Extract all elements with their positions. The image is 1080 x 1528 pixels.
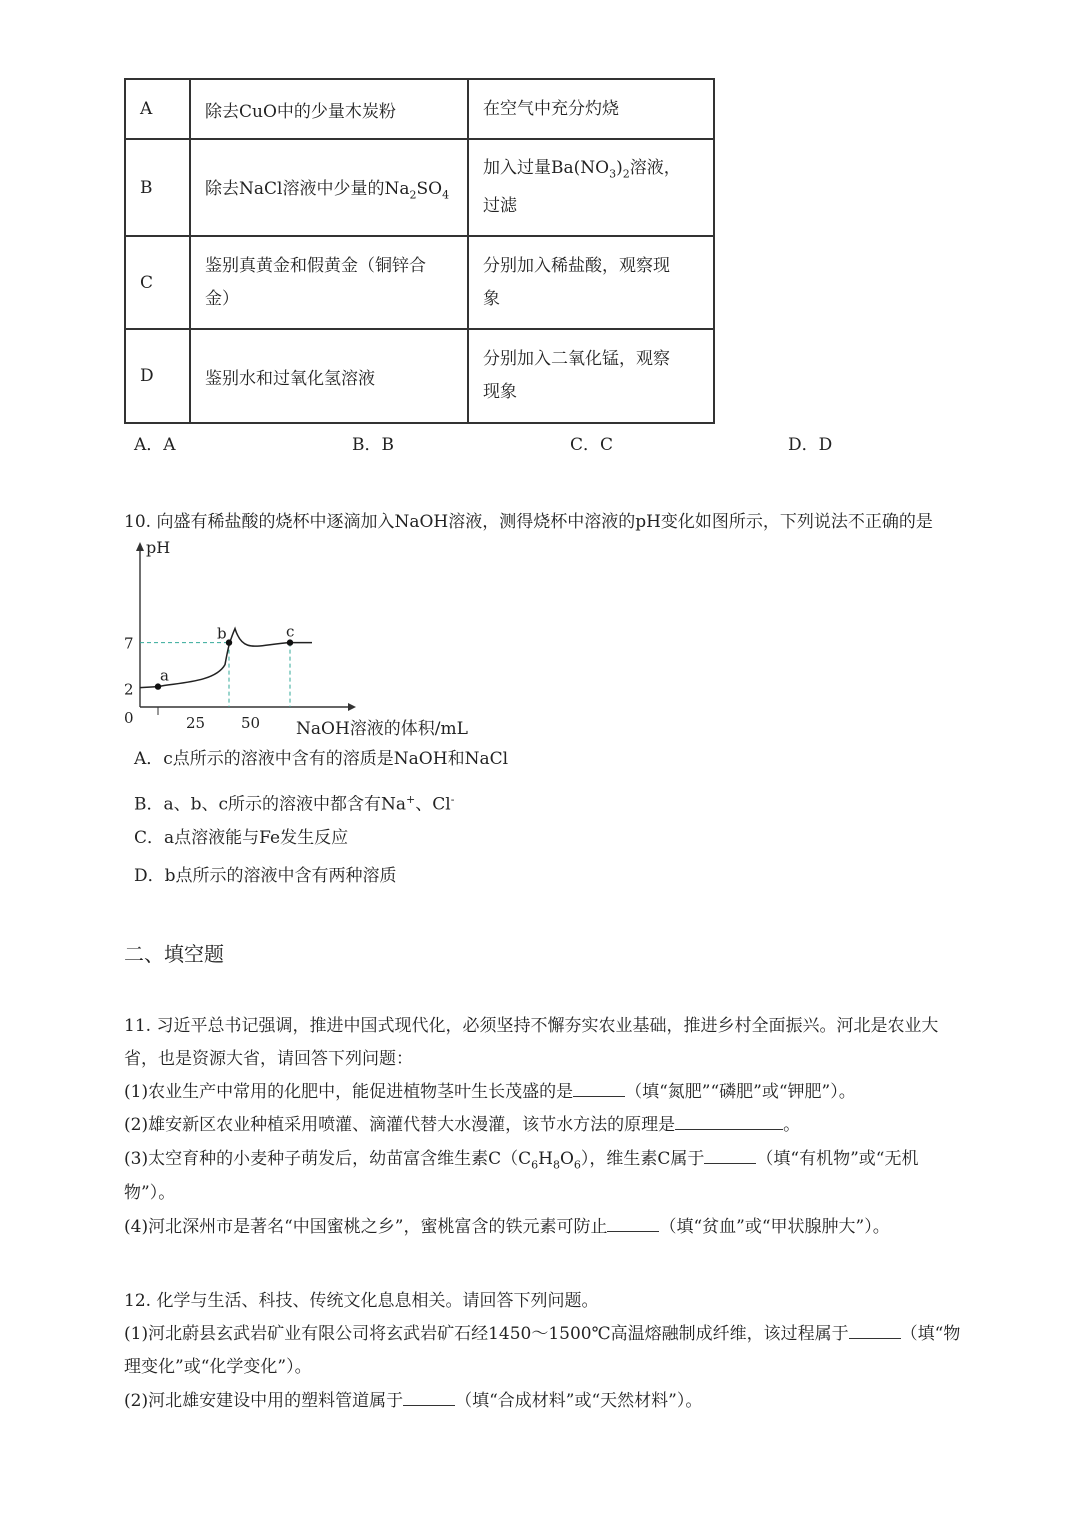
choice-b[interactable]: B．B xyxy=(352,435,394,455)
row-purpose: 除去CuO中的少量木炭粉 xyxy=(190,79,468,139)
point-label-a: a xyxy=(160,666,169,685)
y-axis-arrow xyxy=(136,542,144,551)
row-purpose: 鉴别真黄金和假黄金（铜锌合 金） xyxy=(190,236,468,329)
row-method: 分别加入二氧化锰，观察 现象 xyxy=(468,329,714,423)
q10-choice-d[interactable]: D．b点所示的溶液中含有两种溶质 xyxy=(134,866,397,886)
row-purpose: 除去NaCl溶液中少量的$Na_2SO_4$ xyxy=(190,139,468,236)
q11-part4: (4)河北深州市是著名“中国蜜桃之乡”，蜜桃富含的铁元素可防止 （填“贫血”或“甲状腺肿大”）。 xyxy=(124,1217,890,1237)
row-key: C xyxy=(125,236,190,329)
x-axis-arrow xyxy=(348,703,356,711)
q11-line2: 省，也是资源大省，请回答下列问题： xyxy=(124,1049,413,1069)
row-method: 分别加入稀盐酸，观察现 象 xyxy=(468,236,714,329)
answer-blank[interactable] xyxy=(573,1080,625,1097)
y-tick-label: 7 xyxy=(124,634,134,653)
q12-part1: (1)河北蔚县玄武岩矿业有限公司将玄武岩矿石经1450～1500℃高温熔融制成纤维，该过程属于 （填“物 xyxy=(124,1324,961,1344)
answer-blank[interactable] xyxy=(607,1215,659,1232)
q11-line1: 11. 习近平总书记强调，推进中国式现代化，必须坚持不懈夯实农业基础，推进乡村全面振兴。河北是农业大 xyxy=(124,1016,939,1036)
point-b xyxy=(226,639,232,645)
point-label-c: c xyxy=(286,622,295,641)
choice-a[interactable]: A．A xyxy=(134,435,176,455)
x-tick-label: 50 xyxy=(241,714,261,732)
row-key: B xyxy=(125,139,190,236)
x-tick-label: 25 xyxy=(186,714,206,732)
point-label-b: b xyxy=(217,624,227,643)
table-row xyxy=(125,79,714,139)
q11-part3-cont: 物”）。 xyxy=(124,1183,176,1203)
choice-d[interactable]: D．D xyxy=(788,435,833,455)
q10-choice-a[interactable]: A．c点所示的溶液中含有的溶质是NaOH和NaCl xyxy=(134,749,509,769)
row-purpose: 鉴别水和过氧化氢溶液 xyxy=(190,329,468,423)
q10-stem: 10. 向盛有稀盐酸的烧杯中逐滴加入NaOH溶液，测得烧杯中溶液的pH变化如图所示，下列说法不正确的是 xyxy=(124,512,933,532)
answer-blank[interactable] xyxy=(849,1322,901,1339)
x-axis-label: NaOH溶液的体积/mL xyxy=(296,719,468,739)
table-row xyxy=(125,236,714,329)
choice-c[interactable]: C．C xyxy=(570,435,614,455)
answer-blank[interactable] xyxy=(675,1113,783,1130)
answer-blank[interactable] xyxy=(704,1147,756,1164)
table-row xyxy=(125,139,714,236)
q12-part1-cont: 理变化”或“化学变化”）。 xyxy=(124,1357,312,1377)
origin-label: 0 xyxy=(124,709,134,727)
q11-part3: (3)太空育种的小麦种子萌发后，幼苗富含维生素$C(C_6H_8O_6)$，维生素C属于 （填“有机物”或“无机 xyxy=(124,1149,919,1172)
ph-chart xyxy=(110,535,490,745)
table-row xyxy=(125,329,714,423)
q11-part1: (1)农业生产中常用的化肥中，能促进植物茎叶生长茂盛的是 （填“氮肥”“磷肥”或“钾肥”）。 xyxy=(124,1082,856,1102)
q10-choice-c[interactable]: C．a点溶液能与Fe发生反应 xyxy=(134,828,349,848)
q10-choice-b[interactable]: B．a、b、c所示的溶液中都含有Na+、Cl- xyxy=(134,793,455,815)
section-title: 二、填空题 xyxy=(124,942,224,966)
row-key: A xyxy=(125,79,190,139)
options-table xyxy=(124,78,715,424)
row-method: 在空气中充分灼烧 xyxy=(468,79,714,139)
row-key: D xyxy=(125,329,190,423)
row-method: 加入过量$Ba(NO_3)_2$溶液， 过滤 xyxy=(468,139,714,236)
q12-line1: 12. 化学与生活、科技、传统文化息息相关。请回答下列问题。 xyxy=(124,1291,599,1311)
y-tick-label: 2 xyxy=(124,680,134,699)
q11-part2: (2)雄安新区农业种植采用喷灌、滴灌代替大水漫灌，该节水方法的原理是 。 xyxy=(124,1115,801,1135)
answer-blank[interactable] xyxy=(403,1389,455,1406)
q12-part2: (2)河北雄安建设中用的塑料管道属于 （填“合成材料”或“天然材料”）。 xyxy=(124,1391,703,1411)
y-axis-label: pH xyxy=(146,538,171,557)
